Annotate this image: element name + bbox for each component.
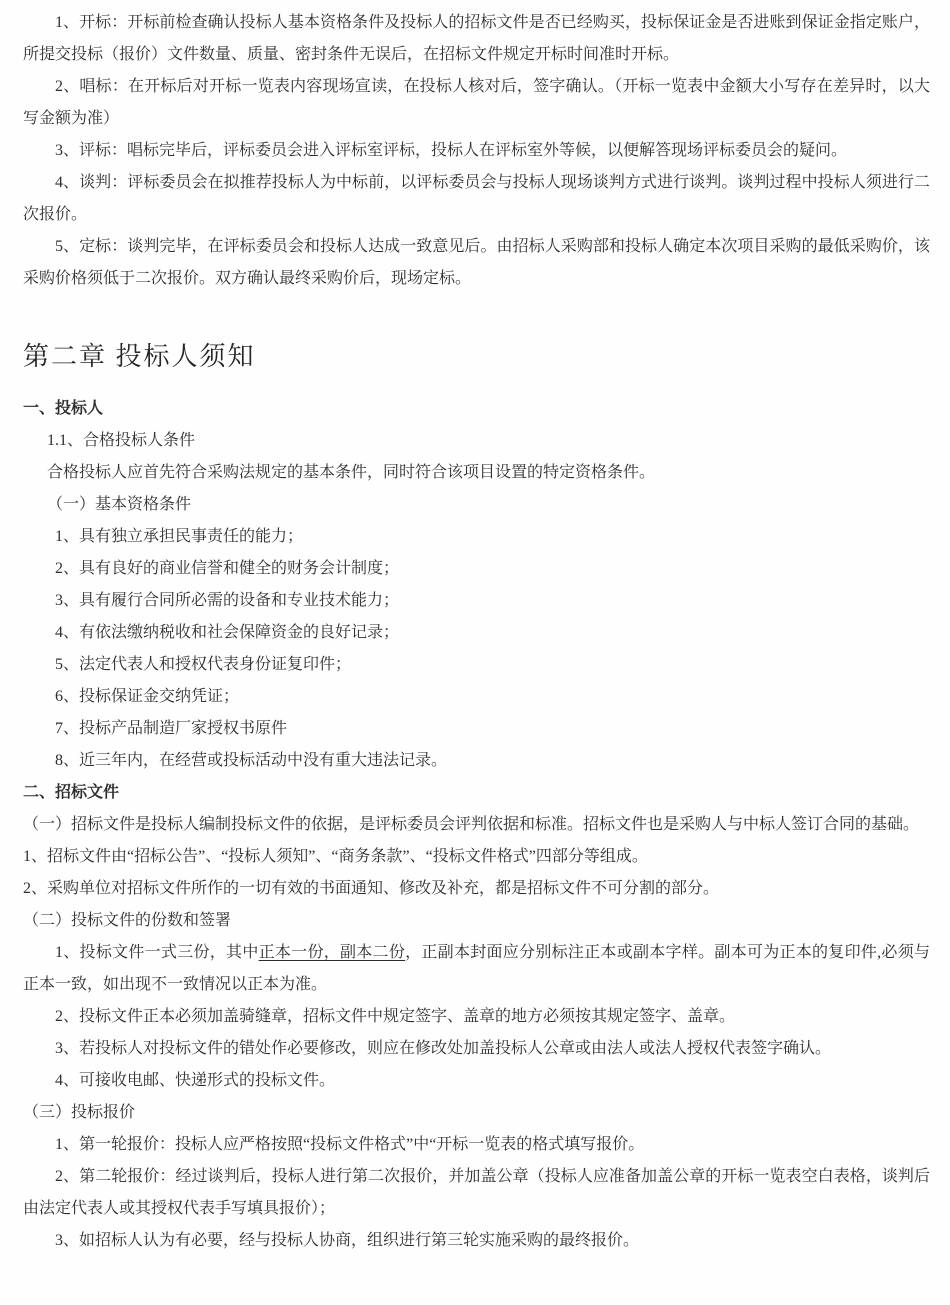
qualification-item: 2、具有良好的商业信誉和健全的财务会计制度； (55, 560, 400, 577)
paragraph-copies-seal: 2、投标文件正本必须加盖骑缝章，招标文件中规定签字、盖章的地方必须按其规定签字、盖章。 (55, 1008, 736, 1025)
procedure-paragraph-award: 5、定标：谈判完毕，在评标委员会和投标人达成一致意见后。由招标人采购部和投标人确定本次项目采购的最低采购价，该采购价格须低于二次报价。双方确认最终采购价后，现场定标。 (23, 238, 930, 287)
subsection-heading-bid-quotation: （三）投标报价 (23, 1104, 136, 1121)
underlined-text: 正本一份，副本二份 (258, 944, 406, 961)
paragraph-tender-docs-composition: 1、招标文件由“招标公告”、“投标人须知”、“商务条款”、“投标文件格式”四部分等组成。 (23, 848, 648, 865)
qualification-item: 3、具有履行合同所必需的设备和专业技术能力； (55, 592, 400, 609)
procedure-paragraph-read-bid: 2、唱标：在开标后对开标一览表内容现场宣读，在投标人核对后，签字确认。（开标一览表中金额大小写存在差异时，以大写金额为准） (23, 78, 930, 127)
procedure-paragraph-negotiate: 4、谈判：评标委员会在拟推荐投标人为中标前，以评标委员会与投标人现场谈判方式进行谈判。谈判过程中投标人须进行二次报价。 (23, 174, 930, 223)
section-heading-tender-documents: 二、招标文件 (23, 784, 120, 801)
qualification-item: 8、近三年内，在经营或投标活动中没有重大违法记录。 (55, 752, 448, 769)
qualification-item: 5、法定代表人和授权代表身份证复印件； (55, 656, 352, 673)
qualification-item: 1、具有独立承担民事责任的能力； (55, 528, 304, 545)
subsection-heading-copies-signing: （二）投标文件的份数和签署 (23, 912, 232, 929)
paragraph-copies-correction: 3、若投标人对投标文件的错处作必要修改，则应在修改处加盖投标人公章或由法人或法人授权代表签字确认。 (55, 1040, 832, 1057)
qualification-item: 4、有依法缴纳税收和社会保障资金的良好记录； (55, 624, 400, 641)
qualification-item: 6、投标保证金交纳凭证； (55, 688, 240, 705)
copies-text-pre: 1、投标文件一式三份，其中 (55, 944, 259, 961)
paragraph-copies-delivery: 4、可接收电邮、快递形式的投标文件。 (55, 1072, 336, 1089)
procedure-paragraph-open-bid: 1、开标：开标前检查确认投标人基本资格条件及投标人的招标文件是否已经购买，投标保证金是否进账到保证金指定账户，所提交投标（报价）文件数量、质量、密封条件无误后，在招标文件规定开标时间准时开标。 (23, 14, 930, 63)
subsection-heading-qualified-bidder: 1.1、合格投标人条件 (47, 432, 196, 449)
subsection-heading-basic-qualification: （一）基本资格条件 (47, 496, 192, 513)
paragraph-second-round-quote: 2、第二轮报价：经过谈判后，投标人进行第二次报价，并加盖公章（投标人应准备加盖公章的开标一览表空白表格，谈判后由法定代表人或其授权代表手写填具报价）； (23, 1168, 930, 1217)
paragraph-tender-docs-basis: （一）招标文件是投标人编制投标文件的依据，是评标委员会评判依据和标准。招标文件也是采购人与中标人签订合同的基础。 (23, 816, 920, 833)
section-heading-bidder: 一、投标人 (23, 400, 104, 417)
paragraph-tender-docs-amendments: 2、采购单位对招标文件所作的一切有效的书面通知、修改及补充，都是招标文件不可分割的部分。 (23, 880, 720, 897)
procedure-paragraph-evaluate-bid: 3、评标：唱标完毕后，评标委员会进入评标室评标，投标人在评标室外等候，以便解答现场评标委员会的疑问。 (55, 142, 848, 159)
paragraph-first-round-quote: 1、第一轮报价：投标人应严格按照“投标文件格式”中“开标一览表的格式填写报价。 (55, 1136, 645, 1153)
chapter-title: 第二章 投标人须知 (23, 342, 256, 371)
paragraph-third-round-quote: 3、如招标人认为有必要，经与投标人协商，组织进行第三轮实施采购的最终报价。 (55, 1232, 640, 1249)
qualification-item: 7、投标产品制造厂家授权书原件 (55, 720, 288, 737)
copies-text-post: ，正副本封面应分别标注正本或副本字样。副本可为正本的复印件,必须与正本一致，如出现不一致情况以正本为准。 (23, 944, 930, 993)
paragraph-bidder-intro: 合格投标人应首先符合采购法规定的基本条件，同时符合该项目设置的特定资格条件。 (47, 464, 656, 481)
paragraph-copies-count (23, 937, 930, 1001)
